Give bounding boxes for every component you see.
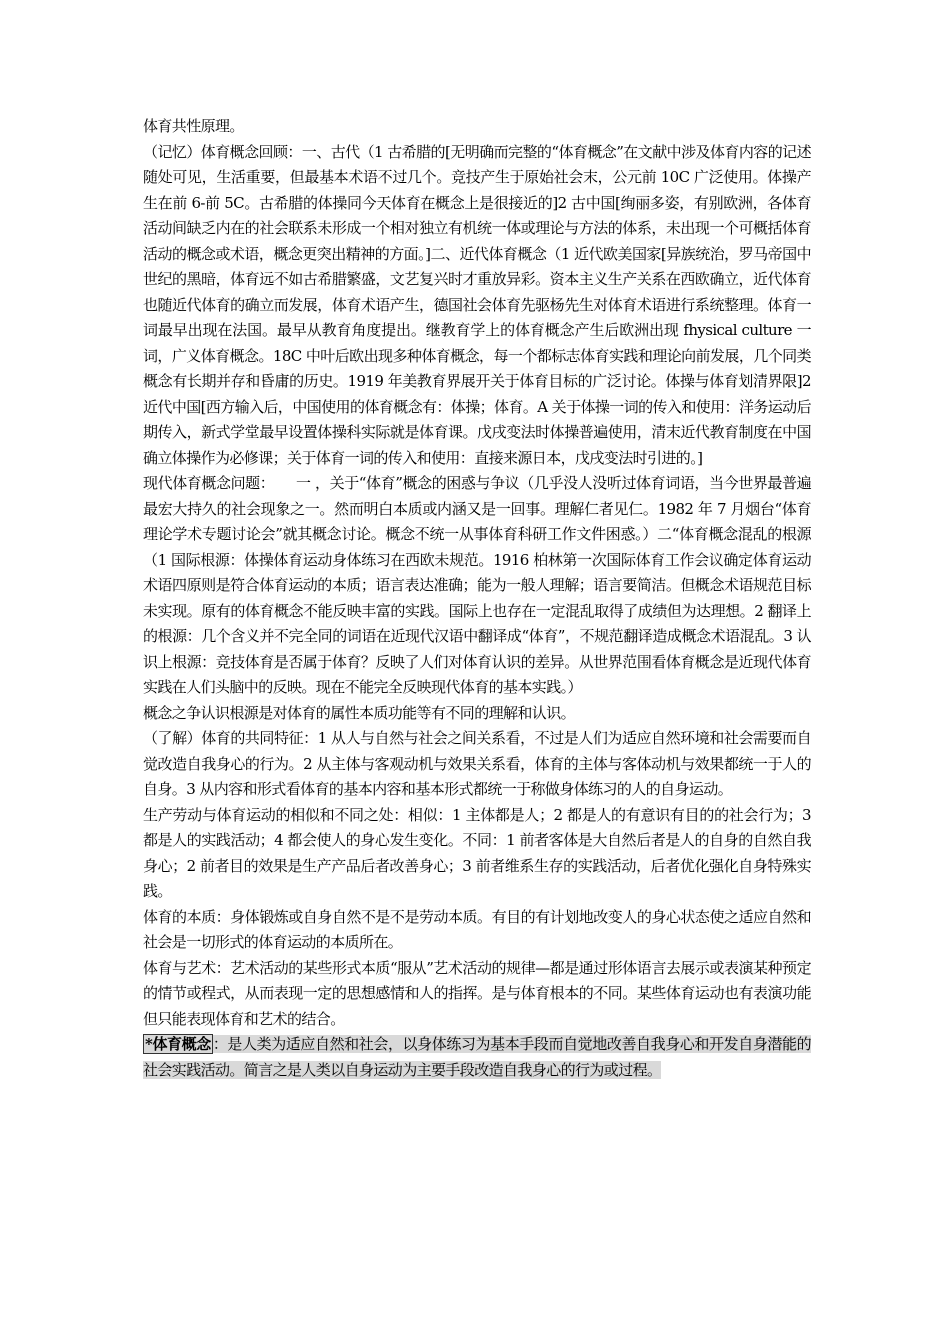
paragraph-cognitive-roots: 概念之争认识根源是对体育的属性本质功能等有不同的理解和认识。: [143, 703, 576, 722]
paragraph-concept-review: （记忆）体育概念回顾：一、古代（1 古希腊的[无明确而完整的“体育概念”在文献中涉及体育内容的记述随处可见，生活重要，但最基本术语不过几个。竞技产生于原始社会末，公元前 10C 广泛使用。体操产生在前 6-前 5C。古希腊的体操同今天体育在概念上是很接近的]2 古中国[绚丽多姿，有别欧洲，各体育活动间缺乏内在的社会联系未形成一个相对独立有机统一体或理论与方法的体系，未出现一个可概括体育活动的概念或术语，概念更突出精神的方面。]二、近代体育概念（1 近代欧美国家[异族统治，罗马帝国中世纪的黑暗，体育远不如古希腊繁盛，文艺复兴时才重放异彩。资本主义生产关系在西欧确立，近代体育也随近代体育的确立而发展，体育术语产生，德国社会体育先驱杨先生对体育术语进行系统整理。体育一词最早出现在法国。最早从教育角度提出。继教育学上的体育概念产生后欧洲出现 fhysical culture 一词，广义体育概念。18C 中叶后欧出现多种体育概念，每一个都标志体育实践和理论向前发展，几个同类概念有长期并存和昏庸的历史。1919 年美教育界展开关于体育目标的广泛讨论。体操与体育划清界限]2 近代中国[西方输入后，中国使用的体育概念有：体操；体育。A 关于体操一词的传入和使用：洋务运动后期传入，新式学堂最早设置体操科实际就是体育课。戊戌变法时体操普遍使用，清末近代教育制度在中国确立体操作为必修课；关于体育一词的传入和使用：直接来源日本，戊戌变法时引进的。]: [143, 142, 811, 467]
paragraph-intro: 体育共性原理。: [143, 117, 244, 135]
definition-text: ：是人类为适应自然和社会，以身体练习为基本手段而自觉地改善自我身心和开发自身潜能的社会实践活动。简言之是人类以自身运动为主要手段改造自我身心的行为或过程。: [143, 1035, 811, 1079]
paragraph-modern-concept-issues: 现代体育概念问题： 一 ，关于“体育”概念的困惑与争议（几乎没人没听过体育词语，当今世界最普遍最宏大持久的社会现象之一。然而明白本质或内涵又是一回事。理解仁者见仁。1982 年 7 月烟台“体育理论学术专题讨论会”就其概念讨论。概念不统一从事体育科研工作文件困惑。）二“体育概念混乱的根源（1 国际根源：体操体育运动身体练习在西欧未规范。1916 柏林第一次国际体育工作会议确定体育运动术语四原则是符合体育运动的本质；语言表达准确；能为一般人理解；语言要简洁。但概念术语规范目标未实现。原有的体育概念不能反映丰富的实践。国际上也存在一定混乱取得了成绩但为达理想。2 翻译上的根源：几个含义并不完全同的词语在近现代汉语中翻译成“体育”，不规范翻译造成概念术语混乱。3 认识上根源：竞技体育是否属于体育？反映了人们对体育认识的差异。从世界范围看体育概念是近现代体育实践在人们头脑中的反映。现在不能完全反映现代体育的基本实践。）: [143, 474, 811, 696]
paragraph-labor-vs-sport: 生产劳动与体育运动的相似和不同之处：相似：1 主体都是人；2 都是人的有意识有目的的社会行为；3 都是人的实践活动；4 都会使人的身心发生变化。不同：1 前者客体是大自然后者是人的自身的自然自我身心；2 前者目的效果是生产产品后者改善身心；3 前者维系生存的实践活动，后者优化强化自身特殊实践。: [143, 805, 811, 900]
paragraph-sport-and-art: 体育与艺术：艺术活动的某些形式本质“服从”艺术活动的规律—都是通过形体语言去展示或表演某种预定的情节或程式，从而表现一定的思想感情和人的指挥。是与体育根本的不同。某些体育运动也有表演功能但只能表现体育和艺术的结合。: [143, 958, 811, 1028]
definition-term: *体育概念: [145, 1035, 211, 1053]
definition-paragraph: [143, 1032, 811, 1083]
paragraph-common-features: （了解）体育的共同特征：1 从人与自然与社会之间关系看，不过是人们为适应自然环境和社会需要而自觉改造自我身心的行为。2 从主体与客观动机与效果关系看，体育的主体与客体动机与效果都统一于人的自身。3 从内容和形式看体育的基本内容和基本形式都统一于称做身体练习的人的自身运动。: [143, 729, 811, 798]
document-page: [143, 114, 811, 1083]
paragraph-essence: 体育的本质：身体锻炼或自身自然不是不是劳动本质。有目的有计划地改变人的身心状态使之适应自然和社会是一切形式的体育运动的本质所在。: [143, 907, 811, 951]
